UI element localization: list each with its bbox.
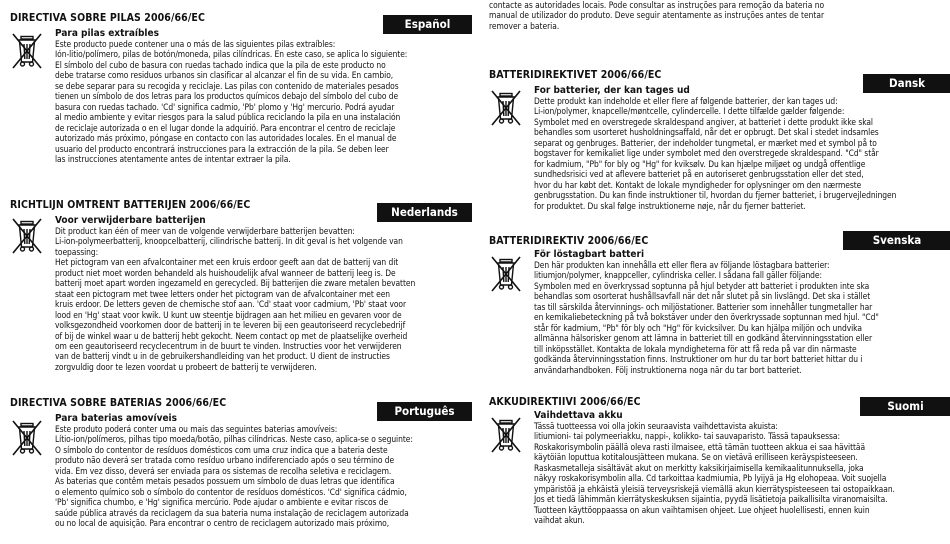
section-body: Este producto puede contener una o más de las siguientes pilas extraíbles: Ión-litio/polímero, pilas de botón/moneda, pilas cilíndricas. En este caso, se aplica lo siguiente: El símbolo del cubo de basura con ruedas tachado indica que la pila de este producto no debe tratarse como residuos urbanos sin clasificar al alcanzar el fin de su vida. En cambio, se debe separar para su recogida y reciclaje. Las pilas con contenido de materiales pesados tienen un símbolo de dos letras para los productos químicos debajo del símbolo del cubo de basura con ruedas tachado. 'Cd' significa cadmio, 'Pb' plomo y 'Hg' mercurio. Podrá ayudar al medio ambiente y evitar riesgos para la salud pública reciclando la pila en una instalación de reciclaje autorizada o en el lugar donde la adquirió. Para encontrar el centro de reciclaje autorizado más próximo, póngase en contacto con las autoridades locales. En el manual de usuario del producto encontrará instrucciones para la extracción de la pila. Se deben leer las instrucciones atentamente antes de intentar extraer la pila. [55, 39, 408, 164]
section-heading: BATTERIDIREKTIVET 2006/66/EC [489, 69, 662, 81]
section-body: Den här produkten kan innehålla ett eller flera av följande löstagbara batterier: litiumjon/polymer, knappceller, cylindriska celler. I sådana fall gäller följande: Symbolen med en överkryssad soptunna på hjul betyder att batteriet i produkten inte ska behandlas som osorterat hushållsavfall när det når slutet på sin livslängd. Det ska i stället tas till särskilda återvinnings- och miljöstationer. Batterier som innehåller tungmetaller har en kemikaliebeteckning på två bokstäver under den överkryssade soptunnan med hjul. "Cd" står för kadmium, "Pb" för bly och "Hg" för kvicksilver. Du kan hjälpa miljön och undvika allmänna hälsorisker genom att lämna in batteriet till en godkänd återvinningsstation eller till inköpsstället. Kontakta de lokala myndigheterna för att få reda på var din närmaste godkända återvinningsstation finns. Instruktioner om hur du tar bort batteriet hittar du i användarhandboken. Följ instruktionerna noga när du tar bort batteriet. [534, 260, 879, 375]
section-heading: DIRECTIVA SOBRE BATERIAS 2006/66/EC [10, 397, 227, 409]
language-label: Dansk [863, 74, 950, 93]
section-heading: RICHTLIJN OMTRENT BATTERIJEN 2006/66/EC [10, 199, 251, 211]
section-heading: AKKUDIREKTIIVI 2006/66/EC [489, 396, 641, 408]
language-label: Nederlands [377, 203, 472, 222]
section-subtitle: Voor verwijderbare batterijen [55, 215, 206, 226]
section-heading: BATTERIDIREKTIV 2006/66/EC [489, 235, 649, 247]
section-subtitle: Para pilas extraíbles [55, 28, 159, 39]
section-body: Dette produkt kan indeholde et eller flere af følgende batterier, der kan tages ud: Li-ion/polymer, knapcelle/møntcelle, cylindercelle. I dette tilfælde gælder følgende: Symbolet med en overstregede skraldespand angiver, at batteriet i dette produkt ikke skal behandles som usorteret husholdningsaffald, når det er opbrugt. Det skal i stedet indsamles separat og genbruges. Batterier, der indeholder tungmetal, er mærket med et symbol på to bogstaver for kemikaliet lige under symbolet med den overstregede skraldespand. "Cd" står for kadmium, "Pb" for bly og "Hg" for kviksølv. Du kan hjælpe miljøet og undgå offentlige sundhedsrisici ved at aflevere batteriet på en autoriseret genbrugsstation eller det sted, hvor du har købt det. Kontakt de lokale myndigheder for oplysninger om den nærmeste genbrugsstation. Du kan finde instruktioner til, hvordan du fjerner batteriet, i brugervejledningen for produktet. Du skal følge instruktionerne nøje, når du fjerner batteriet. [534, 96, 897, 211]
language-label: Suomi [860, 397, 950, 416]
section-subtitle: For batterier, der kan tages ud [534, 85, 690, 96]
language-label: Svenska [843, 231, 950, 250]
section-body: Dit product kan één of meer van de volgende verwijderbare batterijen bevatten: Li-ion-polymeerbatterij, knoopcelbatterij, cilindrische batterij. In dit geval is het volgende van toepassing: Het pictogram van een afvalcontainer met een kruis erdoor geeft aan dat de batterij van dit product niet moet worden behandeld als huishoudelijk afval wanneer de batterij leeg is. De batterij moet apart worden ingezameld en gerecycled. Bij batterijen die zware metalen bevatten staat een pictogram met twee letters onder het pictogram van de afvalcontainer met een kruis erdoor. De letters geven de chemische stof aan. 'Cd' staat voor cadmium, 'Pb' staat voor lood en 'Hg' staat voor kwik. U kunt uw steentje bijdragen aan het milieu en gevaren voor de volksgezondheid voorkomen door de batterij in te leveren bij een geautoriseerd recyclebedrijf of bij de winkel waar u de batterij hebt gekocht. Neem contact op met de plaatselijke overheid om een geautoriseerd recyclecentrum in de buurt te vinden. Instructies voor het verwijderen van de batterij vindt u in de gebruikershandleiding van het product. U dient de instructies zorgvuldig door te lezen voordat u probeert de batterij te verwijderen. [55, 226, 416, 372]
section-body-continued: contacte as autoridades locais. Pode consultar as instruções para remoção da bateria no manual de utilizador do produto. Deve seguir atentamente as instruções antes de tentar remover a bateria. [489, 0, 825, 31]
section-heading: DIRECTIVA SOBRE PILAS 2006/66/EC [10, 12, 205, 24]
section-body: Tässä tuotteessa voi olla jokin seuraavista vaihdettavista akuista: litiumioni- tai polymeeriakku, nappi-, kolikko- tai sauvaparisto. Tässä tapauksessa: Roskakorisymbolin päällä oleva rasti ilmaisee, että tämän tuotteen akkua ei saa hävittää käytöiän loputtua kotitalousjätteen mukana. Se on vietävä erilliseen keräyspisteeseen. Raskasmetalleja sisältävät akut on merkitty kaksikirjaimisella kemikaalitunnuksella, joka näkyy roskakorisymbolin alla. Cd tarkoittaa kadmiumia, Pb lyijyä ja Hg elohopeaa. Voit suojella ympäristöä ja ehkäistä yleisiä terveysriskejä viemällä akun kierrätyspisteeseen tai ostopaikkaan. Jos et tiedä lähimmän kierrätyskeskuksen sijaintia, pyydä lisätietoja paikallisilta viranomaisilta. Tuotteen käyttöoppaassa on akun vaihtamisen ohjeet. Lue ohjeet huolellisesti, ennen kuin vaihdat akun. [534, 421, 895, 526]
section-subtitle: För löstagbart batteri [534, 249, 645, 260]
section-body: Este produto poderá conter uma ou mais das seguintes baterias amovíveis: Lítio-ion/polímeros, pilhas tipo moeda/botão, pilhas cilíndricas. Neste caso, aplica-se o seguinte: O símbolo do contentor de resíduos domésticos com uma cruz indica que a bateria deste produto não deverá ser tratada como resíduo urbano indiferenciado após o seu término de vida. Em vez disso, deverá ser enviada para os sistemas de recolha seletiva e reciclagem. As baterias que contêm metais pesados possuem um símbolo de duas letras que identifica o elemento químico sob o símbolo do contentor de resíduos domésticos. 'Cd' significa cádmio, 'Pb' significa chumbo, e 'Hg' significa mercúrio. Pode ajudar o ambiente e evitar riscos de saúde pública através da reciclagem da sua bateria numa instalação de reciclagem autorizada ou no local de aquisição. Para encontrar o centro de reciclagem autorizado mais próximo, [55, 424, 413, 529]
language-label: Español [383, 15, 472, 34]
crossed-bin-icon [10, 217, 44, 255]
crossed-bin-icon [489, 89, 523, 127]
crossed-bin-icon [489, 255, 523, 293]
section-subtitle: Para baterias amovíveis [55, 413, 177, 424]
crossed-bin-icon [10, 419, 44, 457]
language-label: Português [377, 402, 472, 421]
section-subtitle: Vaihdettava akku [534, 410, 623, 421]
crossed-bin-icon [10, 32, 44, 70]
crossed-bin-icon [489, 416, 523, 454]
